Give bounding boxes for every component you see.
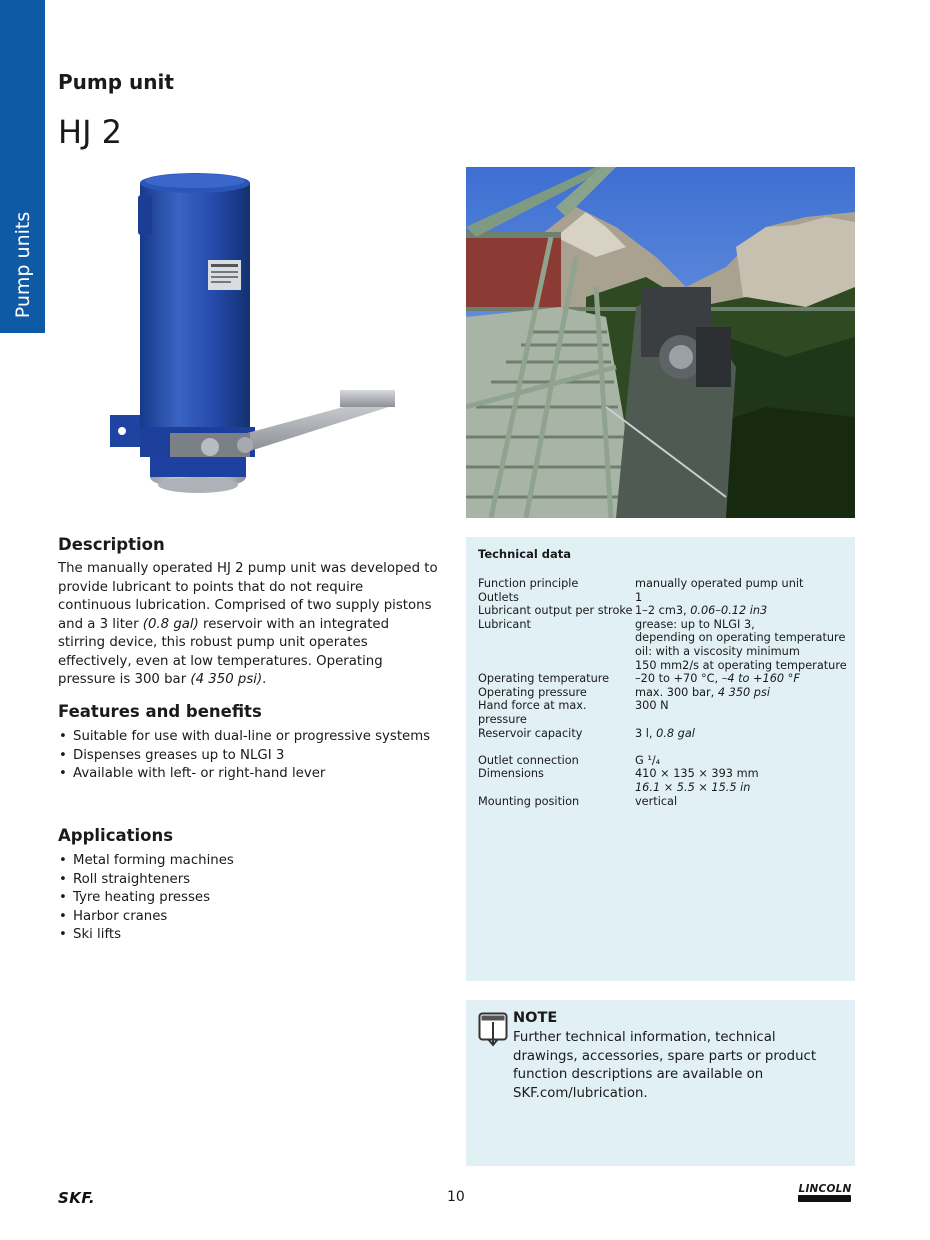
list-item: • Tyre heating presses <box>58 889 438 908</box>
table-row: Operating pressure max. 300 bar, 4 350 psi <box>478 685 771 699</box>
table-row: Hand force at max. pressure 300 N <box>478 699 669 726</box>
applications-heading: Applications <box>58 826 174 845</box>
list-item: • Dispenses greases up to NLGI 3 <box>58 747 438 766</box>
list-item: • Roll straighteners <box>58 871 438 890</box>
list-item: • Suitable for use with dual-line or progressive systems <box>58 728 438 747</box>
note-title: NOTE <box>513 1010 558 1026</box>
side-tab <box>0 0 45 333</box>
table-row: Mounting position vertical <box>478 794 678 808</box>
applications-list <box>58 852 438 945</box>
table-row: Outlets 1 <box>478 590 643 604</box>
table-row: Operating temperature –20 to +70 °C, –4 to +160 °F <box>478 672 800 686</box>
table-row: Lubricant output per stroke 1–2 cm3, 0.06–0.12 in3 <box>478 604 768 618</box>
pump-unit-image <box>100 165 405 500</box>
technical-data-title: Technical data <box>478 547 572 561</box>
technical-data-table <box>478 577 848 808</box>
list-item: • Available with left- or right-hand lever <box>58 765 438 784</box>
table-row: Function principle manually operated pump unit <box>478 577 804 590</box>
description-heading: Description <box>58 535 165 554</box>
technical-data-panel <box>466 537 855 981</box>
features-heading: Features and benefits <box>58 702 262 721</box>
table-row: Dimensions 410 × 135 × 393 mm 16.1 × 5.5 × 15.5 in <box>478 767 759 794</box>
section-label: Pump unit <box>58 70 174 94</box>
list-item: • Ski lifts <box>58 926 438 945</box>
list-item: • Harbor cranes <box>58 908 438 927</box>
lincoln-logo: LINCOLN <box>797 1183 853 1203</box>
table-row: Reservoir capacity 3 l, 0.8 gal <box>478 726 695 740</box>
features-list <box>58 728 438 784</box>
list-item: • Metal forming machines <box>58 852 438 871</box>
note-panel <box>466 1000 855 1166</box>
skf-logo: SKF. <box>58 1189 96 1207</box>
side-tab-label: Pump units <box>11 211 34 319</box>
note-book-icon <box>478 1012 508 1048</box>
table-row: Outlet connection G ¹/₄ <box>478 753 661 767</box>
page-number: 10 <box>447 1189 465 1205</box>
ski-lift-photo <box>466 167 855 518</box>
table-row: Lubricant grease: up to NLGI 3, depending on operating temperature oil: with a viscosity minimum 150 mm2/s at operating temperature <box>478 617 847 672</box>
product-title: HJ 2 <box>58 113 123 151</box>
note-text: Further technical information, technical drawings, accessories, spare parts or product function descriptions are available on SKF.com/lubrication. <box>513 1030 817 1101</box>
description-text: The manually operated HJ 2 pump unit was developed to provide lubricant to points that do not require continuous lubrication. Comprised of two supply pistons and a 3 liter (0.8 gal) reservoir with an integrated stirring device, this robust pump unit operates effectively, even at low temperatures. Operating pressure is 300 bar (4 350 psi). <box>58 561 438 687</box>
